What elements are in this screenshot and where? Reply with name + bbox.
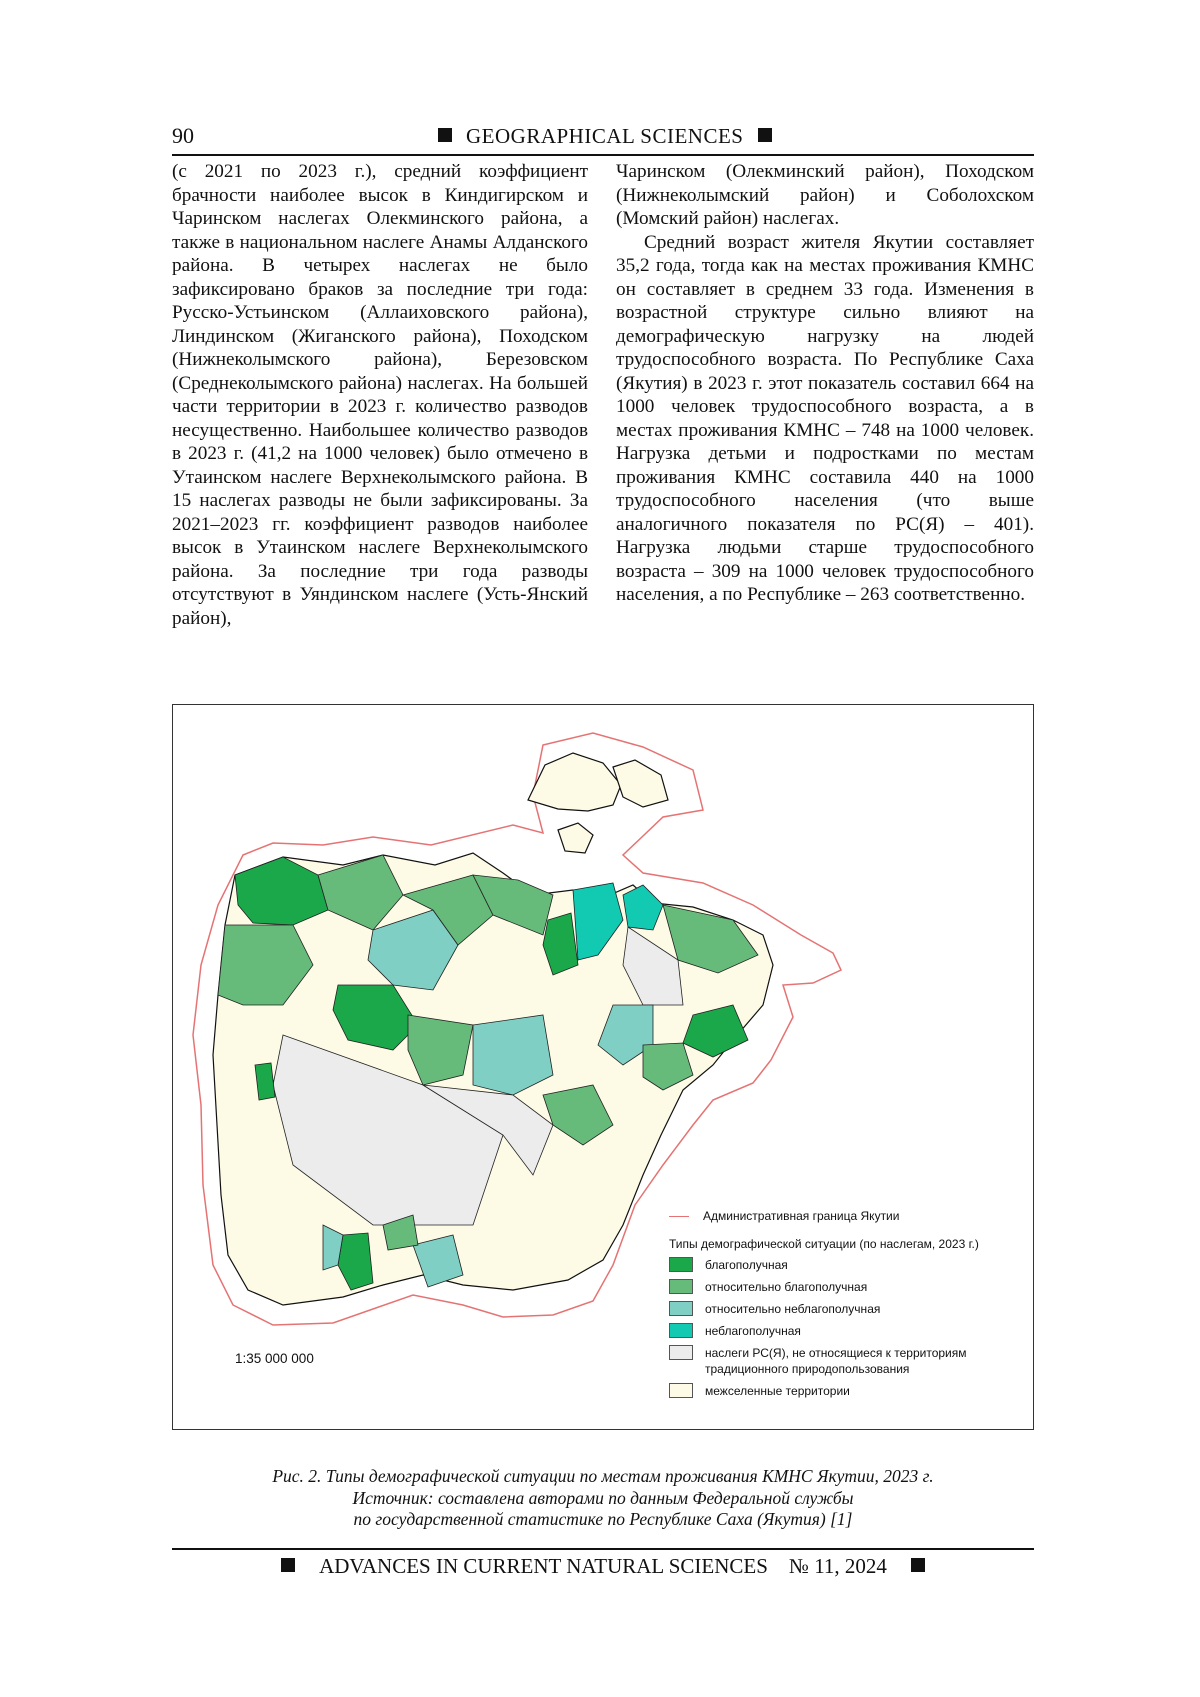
caption-line: по государственной статистике по Республике Саха (Якутия) [1] (353, 1509, 853, 1529)
map-legend (669, 1207, 1029, 1405)
map-figure (172, 704, 1034, 1430)
legend-swatch (669, 1301, 693, 1316)
legend-label: межселенные территории (705, 1384, 850, 1398)
island-group (528, 753, 621, 811)
legend-swatch (669, 1345, 693, 1360)
left-paragraph: (с 2021 по 2023 г.), средний коэффициент брачности наиболее высок в Киндигирском и Чаринском наслегах Олекминского района, а также в национальном наслеге Анамы Алданского района. В четырех наслегах не было зафиксировано браков за последние три года: Русско-Устьинском (Аллаиховского района), Линдинском (Жиганского района), Походском (Нижнеколымского района), Березовском (Среднеколымского района) наслегах. На большей части территории в 2023 г. количество разводов несущественно. Наибольшее количество разводов в 2023 г. (41,2 на 1000 человек) было отмечено в Утаинском наслеге Верхнеколымского района. В 15 наслегах разводы не были зафиксированы. За 2021–2023 гг. коэффициент разводов наиболее высок в Утаинском наслеге Верхнеколымского района. За последние три года разводы отсутствуют в Уяндинском наслеге (Усть-Янский район), (172, 161, 588, 629)
legend-item (669, 1279, 1029, 1295)
footer-issue: № 11, 2024 (788, 1554, 887, 1578)
legend-swatch (669, 1279, 693, 1294)
legend-label: относительно неблагополучная (705, 1302, 881, 1316)
journal-section-title (424, 124, 786, 149)
legend-item (669, 1383, 1029, 1399)
map-scale: 1:35 000 000 (235, 1351, 314, 1366)
caption-line: Рис. 2. Типы демографической ситуации по местам проживания КМНС Якутии, 2023 г. (272, 1466, 934, 1486)
right-paragraph-2: Средний возраст жителя Якутии составляет 35,2 года, тогда как на местах проживания КМНС он составляет в среднем 33 года. Изменения в возрастной структуре сильно влияют на демографическую нагрузку на людей трудоспособного возраста. По Республике Саха (Якутия) в 2023 г. этот показатель составил 664 на 1000 человек трудоспособного возраста, а в местах проживания КМНС – 748 на 1000 человек. Нагрузка детьми и подростками по местам проживания КМНС составила 440 на 1000 трудоспособного населения (что выше аналогичного показателя по РС(Я) – 401). Нагрузка людьми старше трудоспособного возраста – 309 на 1000 человек трудоспособного населения, а по Республике – 263 соответственно. (616, 231, 1034, 605)
legend-label: относительно благополучная (705, 1280, 868, 1294)
legend-admin-border-label: Административная граница Якутии (703, 1209, 900, 1223)
right-paragraph-1: Чаринском (Олекминский район), Походском (Нижнеколымский район) и Соболохском (Момский район) наслегах. (616, 161, 1034, 229)
right-text-column (616, 160, 1034, 607)
header-rule (172, 154, 1034, 156)
page-header (172, 118, 1034, 154)
caption-line: Источник: составлена авторами по данным Федеральной службы (352, 1487, 854, 1508)
legend-item (669, 1323, 1029, 1339)
page-footer (172, 1554, 1034, 1579)
legend-item (669, 1257, 1029, 1273)
journal-section-text: GEOGRAPHICAL SCIENCES (466, 124, 744, 148)
legend-label: наслеги РС(Я), не относящиеся к территориям традиционного природопользования (705, 1346, 967, 1376)
legend-label: благополучная (705, 1258, 788, 1272)
legend-item (669, 1301, 1029, 1317)
island (558, 823, 593, 853)
legend-swatch (669, 1383, 693, 1398)
legend-label: неблагополучная (705, 1324, 801, 1338)
figure-caption (172, 1466, 1034, 1531)
square-bullet-icon (438, 128, 452, 142)
square-bullet-icon (911, 1558, 925, 1572)
legend-item (669, 1345, 1029, 1377)
footer-rule (172, 1548, 1034, 1550)
legend-swatch (669, 1257, 693, 1272)
region-favorable (255, 1063, 275, 1100)
legend-swatch (669, 1323, 693, 1338)
legend-admin-border (669, 1207, 1029, 1225)
square-bullet-icon (758, 128, 772, 142)
legend-title: Типы демографической ситуации (по наслегам, 2023 г.) (669, 1237, 979, 1251)
island (613, 760, 668, 807)
footer-journal-name: ADVANCES IN CURRENT NATURAL SCIENCES (319, 1554, 768, 1578)
left-text-column (172, 160, 588, 630)
square-bullet-icon (281, 1558, 295, 1572)
border-line-icon (669, 1216, 689, 1217)
page-number: 90 (172, 123, 194, 148)
